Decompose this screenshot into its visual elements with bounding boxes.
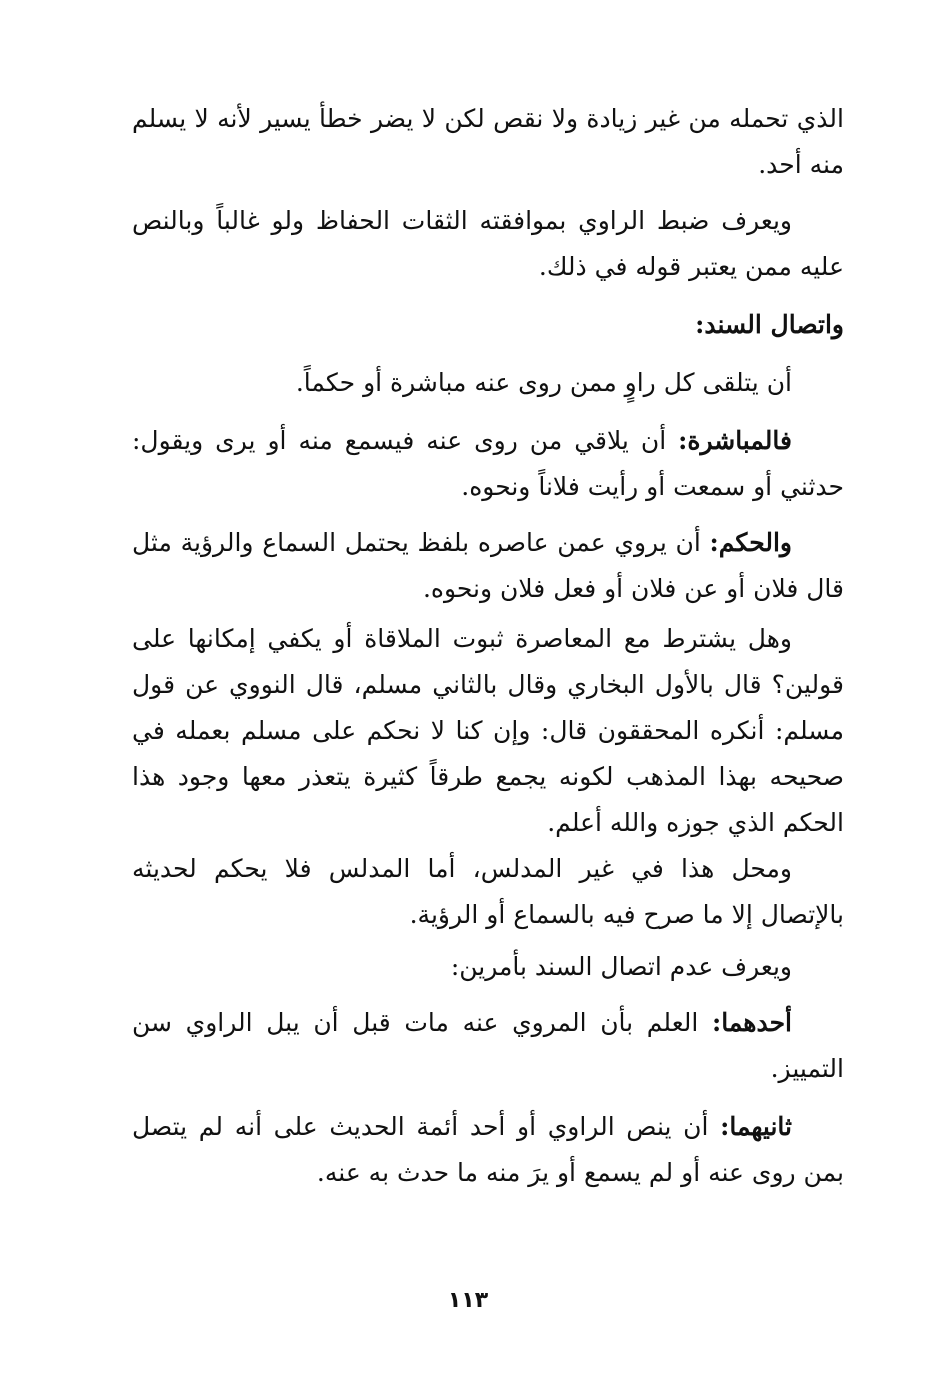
term-label: فالمباشرة: [678,426,792,455]
paragraph-second-matter [132,1104,844,1196]
paragraph-text: العلم بأن المروي عنه مات قبل أن يبل الراوي سن التمييز. [132,1008,844,1083]
paragraph-text: أن ينص الراوي أو أحد أئمة الحديث على أنه لم يتصل بمن روى عنه أو لم يسمع أو يرَ منه ما حدث به عنه. [132,1112,844,1187]
paragraph-direct [132,418,844,510]
paragraph-text: الذي تحمله من غير زيادة ولا نقص لكن لا يضر خطأ يسير لأنه لا يسلم منه أحد. [132,104,844,179]
paragraph-text: ويعرف عدم اتصال السند بأمرين: [450,952,792,981]
paragraph-narrator-precision [132,198,844,290]
term-label: ثانيهما: [720,1112,792,1141]
paragraph-text: ومحل هذا في غير المدلس، أما المدلس فلا يحكم لحديثه بالإتصال إلا ما صرح فيه بالسماع أو الرؤية. [132,854,844,929]
paragraph-non-connection [132,944,844,990]
paragraph-text: أن يتلقى كل راوٍ ممن روى عنه مباشرة أو حكماً. [295,368,792,397]
paragraph-continuation [132,96,844,188]
heading-text: واتصال السند: [695,310,844,339]
paragraph-mudallis [132,846,844,938]
term-label: والحكم: [709,528,792,557]
term-label: أحدهما: [711,1008,792,1037]
paragraph-ruling [132,520,844,612]
paragraph-contemporaneity [132,616,844,846]
paragraph-definition [132,360,844,406]
section-heading-chain-connection [132,302,844,348]
paragraph-text: وهل يشترط مع المعاصرة ثبوت الملاقاة أو يكفي إمكانها على قولين؟ قال بالأول البخاري وقال بالثاني مسلم، قال النووي عن قول مسلم: أنكره المحققون قال: وإن كنا لا نحكم على مسلم بعمله في صحيحه بهذا المذهب لكونه يجمع طرقاً كثيرة يتعذر معها وجود هذا الحكم الذي جوزه والله أعلم. [132,624,844,837]
paragraph-text: أن يلاقي من روى عنه فيسمع منه أو يرى ويقول: حدثني أو سمعت أو رأيت فلاناً ونحوه. [132,426,844,501]
page-number: ١١٣ [447,1288,489,1313]
paragraph-text: أن يروي عمن عاصره بلفظ يحتمل السماع والرؤية مثل قال فلان أو عن فلان أو فعل فلان ونحوه. [132,528,844,603]
paragraph-first-matter [132,1000,844,1092]
paragraph-text: ويعرف ضبط الراوي بموافقته الثقات الحفاظ ولو غالباً وبالنص عليه ممن يعتبر قوله في ذلك. [132,206,844,281]
